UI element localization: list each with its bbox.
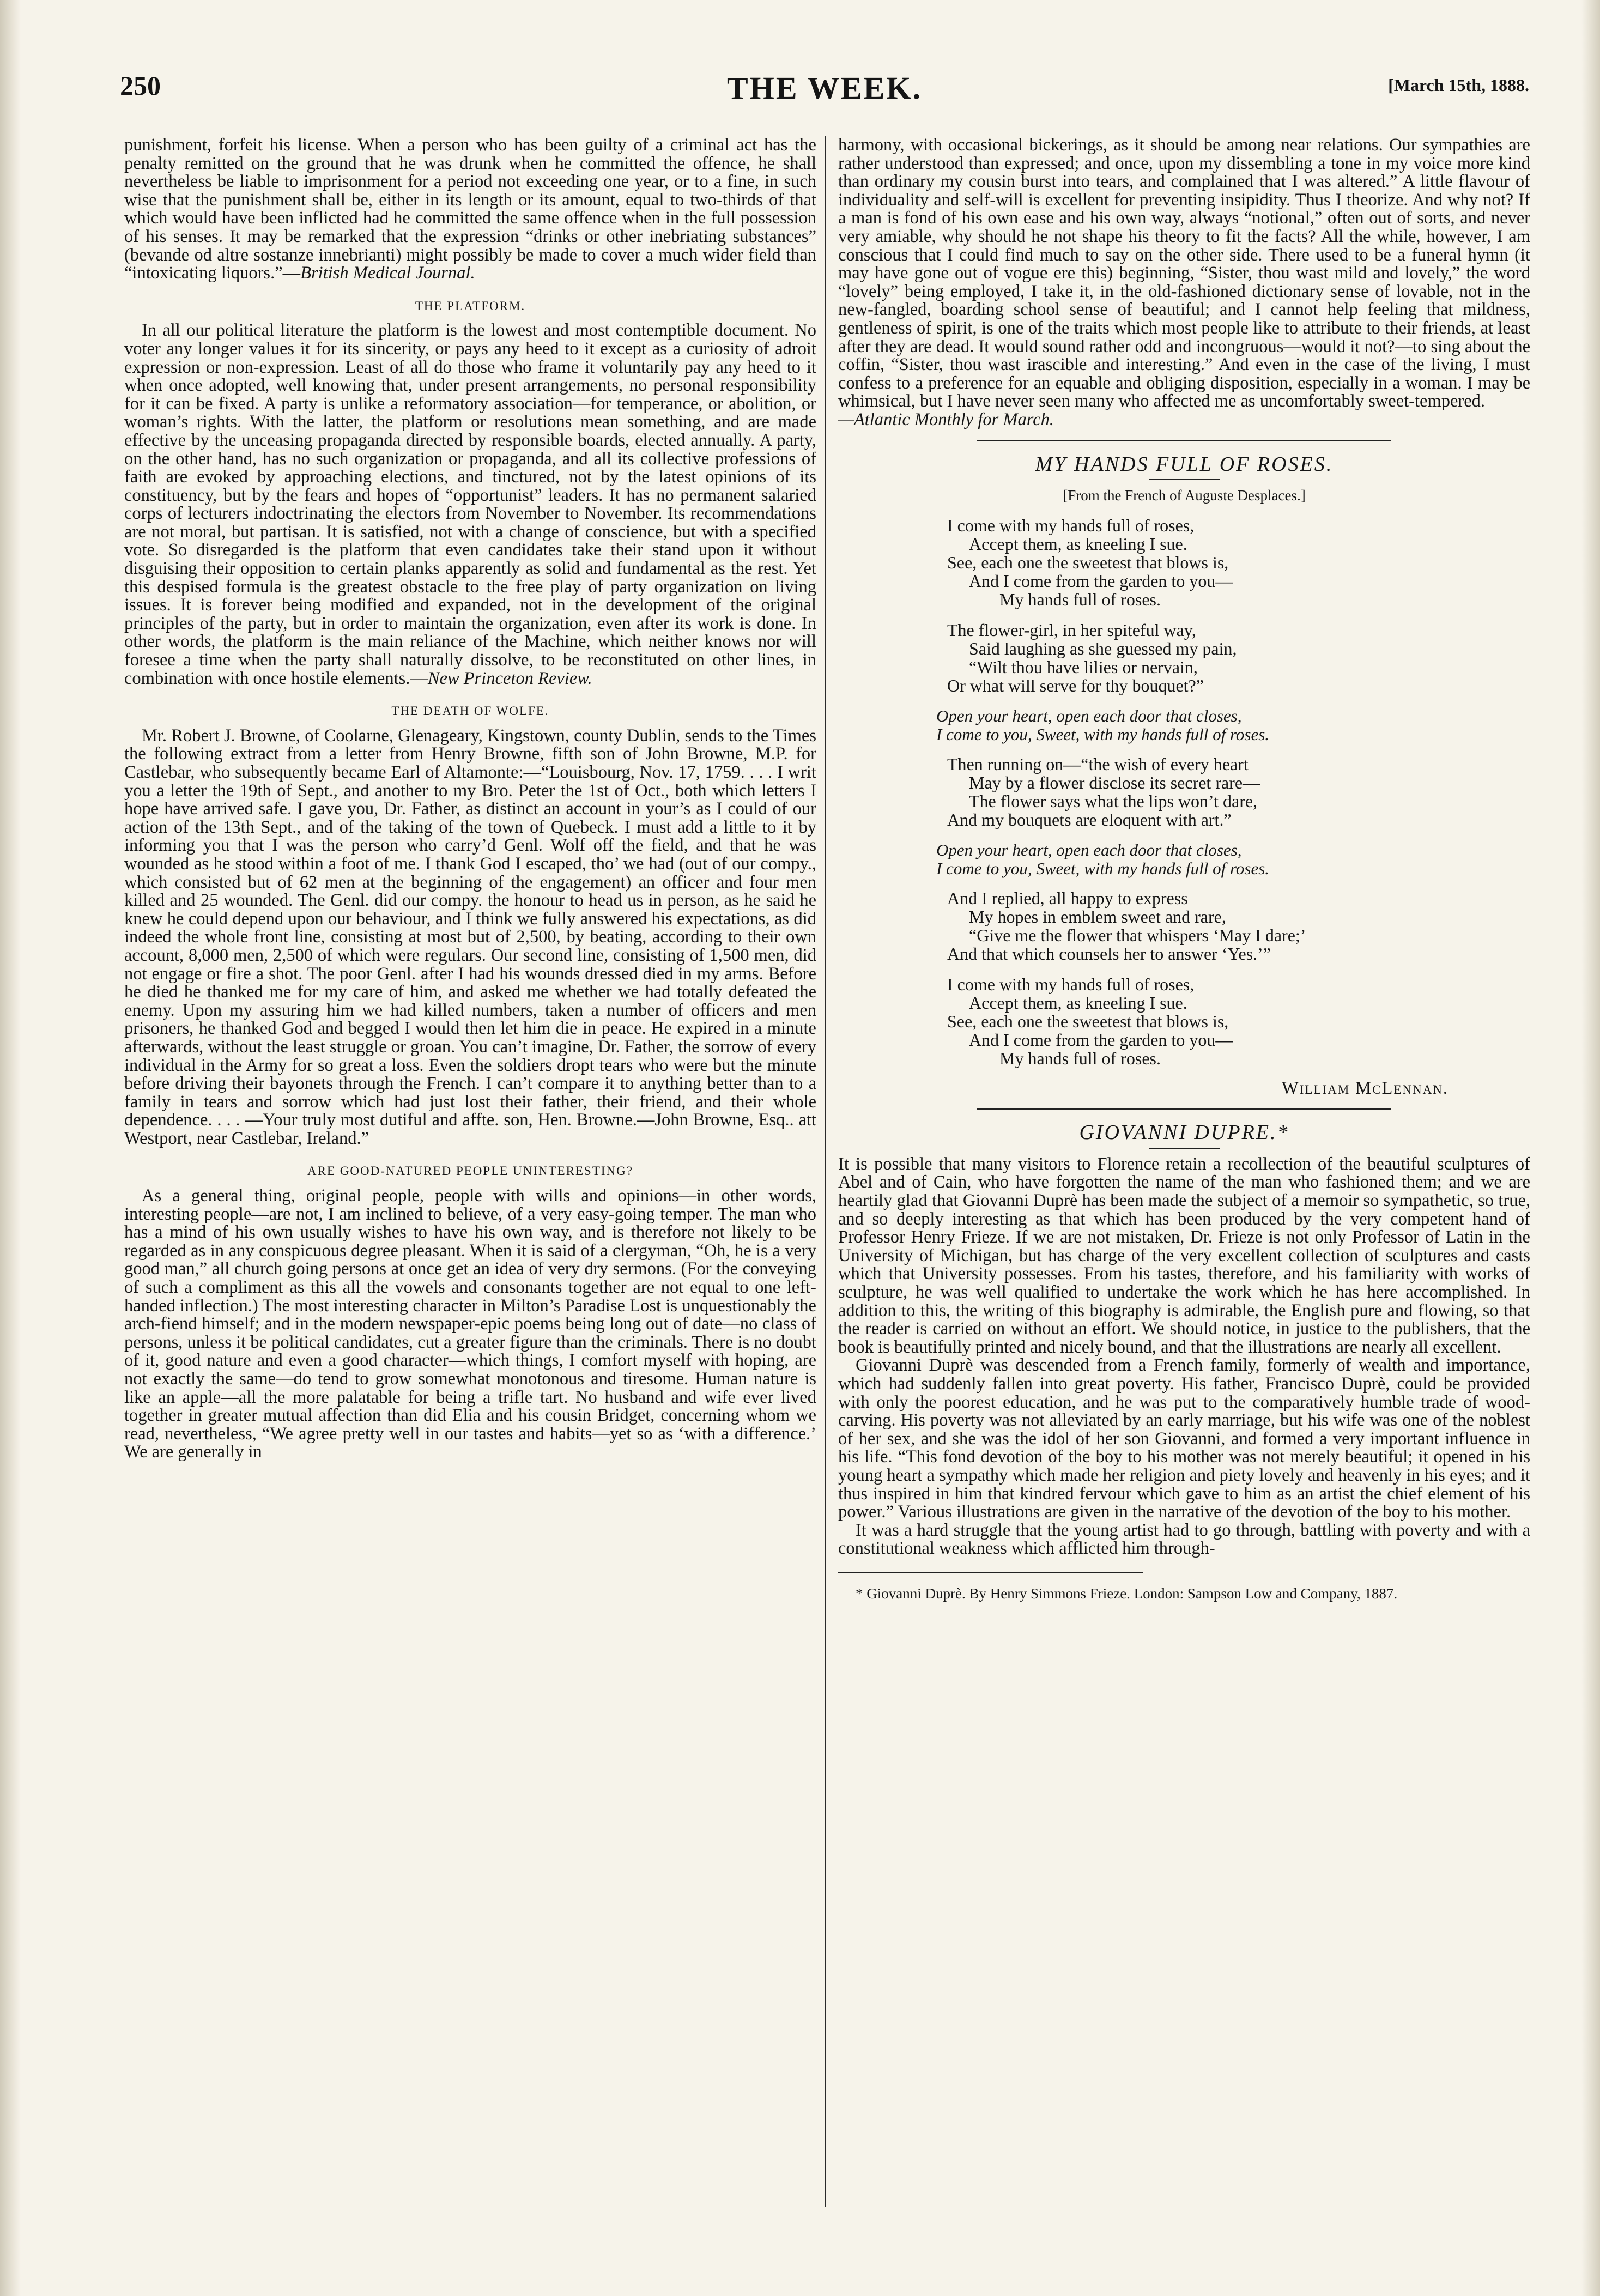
poem-body [947,889,1530,1068]
left-column [124,136,816,1462]
running-title: THE WEEK. [727,70,922,106]
poem-line: My hands full of roses. [999,1048,1161,1068]
poem-stanza [947,755,1530,829]
article-source: British Medical Journal. [300,263,475,283]
dupre-paragraph: It was a hard struggle that the young artist had to go through, battling with poverty and with a constitutional weakness which afflicted him through- [838,1520,1530,1559]
poem-line: “Wilt thou have lilies or nervain, [969,657,1198,677]
issue-date: [March 15th, 1888. [1388,75,1529,95]
poem-title: MY HANDS FULL OF ROSES. [1035,452,1334,476]
poem-subtitle: [From the French of Auguste Desplaces.] [1063,487,1306,504]
footnote: * Giovanni Duprè. By Henry Simmons Frieze. London: Sampson Low and Company, 1887. [856,1585,1398,1602]
page-edge-right [1581,0,1600,2296]
poem-refrain [936,841,1530,878]
poem-line: And I replied, all happy to express [947,888,1188,908]
poem-line: Or what will serve for thy bouquet?” [947,675,1204,695]
article-source: —Atlantic Monthly for March. [838,409,1054,429]
article-text: In all our political literature the platform is the lowest and most contemptible document. No voter any longer values it for its sincerity, or pays any heed to it except as a curiosity of adroit expression or non-expression. Least of all do those who frame it voluntarily pay any heed to it when once adopted, well knowing that, under present arrangements, no personal responsibility for it can be fixed. A party is unlike a reformatory association—for temperance, or abolition, or woman’s rights. With the latter, the platform or resolutions mean something, and are made effective by the unceasing propaganda directed by responsible boards, elected annually. A party, on the other hand, has no such organization or propaganda, and all its collective professions of faith are evoked by approaching elections, and tinctured, not by the latest opinions of its constituency, but by the fears and hopes of “opportunist” leaders. It has no permanent salaried corps of lecturers indoctrinating the electors from November to November. Its recommendations are not moral, but partisan. It is satisfied, not with a change of conscience, but with a specified vote. So disregarded is the platform that even candidates take their stand upon it without disguising their opposition to certain planks apparently as solid and fundamental as the rest. Yet this despised formula is the greatest obstacle to the free play of party organization on living issues. It is forever being modified and expanded, not in the development of the original principles of the party, but in order to maintain the organization, even after its work is done. In other words, the platform is the main reliance of the Machine, which neither knows nor will foresee a time when the party shall naturally dissolve, to be reconstituted on other lines, in combination with once hostile elements.— [124,320,816,688]
poem-line: See, each one the sweetest that blows is, [947,1011,1229,1031]
poem-body [947,516,1530,695]
poem-line: Accept them, as kneeling I sue. [969,534,1187,554]
article-death-of-wolfe: Mr. Robert J. Browne, of Coolarne, Glenageary, Kingstown, county Dublin, sends to the Times the following extract from a letter from Henry Browne, fifth son of John Browne, M.P. for Castlebar, who subsequently became Earl of Altamonte:—“Louisbourg, Nov. 17, 1759. . . . I writ you a letter the 19th of Sept., and another to my Bro. Peter the 1st of Oct., both which letters I hope have arrived safe. I gave you, Dr. Father, as distinct an account in your’s as I could of our action of the 13th Sept., and of the taking of the town of Quebeck. I must add a little to it by informing you that I was the person who carry’d Genl. Wolf off the field, and that he was wounded as he stood within a foot of me. I thank God I escaped, tho’ we had (out of our compy., which consisted but of 62 men at the beginning of the engagement) an officer and four men killed and 25 wounded. The Genl. did our compy. the honour to head us in person, as he said he knew he could depend upon our behaviour, and I think we fully answered his expectations, as did indeed the whole front line, consisting at most but of 2,500, by beating, according to their own account, 8,000 men, 2,500 of which were regulars. Our second line, consisting of 1,500 men, did not engage or fire a shot. The poor Genl. after I had his wounds dressed died in my arms. Before he died he thanked me for my care of him, and asked me whether we had totally defeated the enemy. Upon my assuring him we had killed numbers, taken a number of officers and men prisoners, he thanked God and begged I would then let him die in peace. He expired in a minute afterwards, without the least struggle or groan. You can’t imagine, Dr. Father, the sorrow of every individual in the Army for so great a loss. Even the soldiers dropt tears who were but the minute before driving their bayonets through the French. I can’t compare it to anything better than to a family in tears and sorrow which had just lost their father, their friend, and their whole dependence. . . . —Your truly most dutiful and affte. son, Hen. Browne.—John Browne, Esq.. att Westport, near Castlebar, Ireland.” [124,725,816,1148]
refrain-line: I come to you, Sweet, with my hands full of roses. [936,858,1270,878]
refrain-line: I come to you, Sweet, with my hands full of roses. [936,724,1270,744]
dupre-paragraph: Giovanni Duprè was descended from a French family, formerly of wealth and importance, which had suddenly fallen into great poverty. His father, Francisco Duprè, could be provided with only the poorest education, and he was put to the comparatively humble trade of wood-carving. His poverty was not alleviated by an early marriage, but his wife was one of the noblest of her sex, and she was the idol of her son Giovanni, and formed a very important influence in his life. “This fond devotion of the boy to his mother was not merely beautiful; it opened in his young heart a sympathy which made her religion and piety lovely and heavenly in his eyes; and it thus inspired in him that kindred fervour which gave to him as an artist the chief element of his power.” Various illustrations are given in the narrative of the devotion of the boy to his mother. [838,1355,1530,1522]
section-rule [977,440,1391,441]
column-divider [825,136,826,2207]
poem-refrain [936,707,1530,744]
poem-stanza [947,516,1530,609]
article-text: punishment, forfeit his license. When a person who has been guilty of a criminal act has the penalty remitted on the ground that he was drunk when he committed the offence, he shall nevertheless be liable to imprisonment for a period not exceeding one year, or to a fine, in such wise that the punishment shall be, either in its length or its amount, equal to two-thirds of that which would have been inflicted had he committed the same offence when in the full possession of his senses. It may be remarked that the expression “drinks or other inebriating substances” (bevande od altre sostanze innebrianti) might possibly be made to cover a much wider field than “intoxicating liquors.”— [124,135,816,283]
poem-line: “Give me the flower that whispers ‘May I dare;’ [969,925,1306,945]
poem-line: I come with my hands full of roses, [947,515,1195,535]
page-number: 250 [120,70,161,101]
dupre-paragraph: It is possible that many visitors to Florence retain a recollection of the beautiful sculptures of Abel and of Cain, who have forgotten the name of the man who fashioned them; and we are heartily glad that Giovanni Duprè has been made the subject of a memoir so sympathetic, so true, and so deeply interesting as that which has been produced by the very competent hand of Professor Henry Frieze. If we are not mistaken, Dr. Frieze is not only Professor of Latin in the University of Michigan, but has charge of the very excellent collection of sculptures and casts which that University possesses. From his tastes, therefore, and his familiarity with works of sculpture, he was well qualified to undertake the work which he has here accomplished. In addition to this, the writing of this biography is admirable, the English pure and flowing, so that the reader is carried on without an effort. We should notice, in justice to the publishers, that the book is beautifully printed and nicely bound, and that the illustrations are nearly all excellent. [838,1154,1530,1357]
poem-line: And my bouquets are eloquent with art.” [947,809,1232,829]
poem-body [947,755,1530,829]
article-source: New Princeton Review. [427,668,592,688]
poem-line: Said laughing as she guessed my pain, [969,638,1237,658]
refrain-line: Open your heart, open each door that closes, [936,706,1242,725]
poem-line: May by a flower disclose its secret rare— [969,772,1260,792]
article-platform [124,322,816,688]
poem-stanza [947,975,1530,1068]
poem-stanza [947,621,1530,695]
title-rule [1149,1148,1220,1149]
section-heading-wolfe: THE DEATH OF WOLFE. [391,704,549,718]
article-drunkenness-ending [124,136,816,283]
poem-line: My hands full of roses. [999,589,1161,609]
refrain-line: Open your heart, open each door that closes, [936,840,1242,859]
article-good-natured: As a general thing, original people, people with wills and opinions—in other words, interesting people—are not, I am inclined to believe, of a very easy-going temper. The man who has a mind of his own usually wishes to have his own way, and is therefore not likely to be regarded as in any conspicuous degree pleasant. When it is said of a clergyman, “Oh, he is a very good man,” all church going persons at once get an idea of very dry sermons. (For the conveying of such a compliment as this all the vowels and consonants together are not equal to one left-handed inflection.) The most interesting character in Milton’s Paradise Lost is unquestionably the arch-fiend himself; and in the modern newspaper-epic poems being long out of date—no class of persons, unless it be political candidates, cut a greater figure than the criminals. There is no doubt of it, good nature and even a good character—which things, I comfort myself with hoping, are not exactly the same—do tend to grow somewhat monotonous and tiresome. Human nature is like an apple—all the more palatable for being a trifle tart. No husband and wife ever lived together in greater mutual affection than did Elia and his cousin Bridget, concerning whom we read, nevertheless, “We agree pretty well in our tastes and habits—yet so as ‘with a difference.’ We are generally in [124,1186,816,1462]
poem-line: Then running on—“the wish of every heart [947,754,1249,774]
poem-line: And that which counsels her to answer ‘Yes.’” [947,943,1271,964]
article-text: harmony, with occasional bickerings, as it should be among near relations. Our sympathies are rather understood than expressed; and once, upon my dissembling a tone in my voice more kind than ordinary my cousin burst into tears, and complained that I was altered.” A little flavour of individuality and self-will is excellent for preventing insipidity. Thus I theorize. And why not? If a man is fond of his own ease and his own way, always “notional,” often out of sorts, and never very amiable, why should he not shape his theory to fit the facts? All the while, however, I am conscious that I could find much to say on the other side. There used to be a funeral hymn (it may have gone out of vogue ere this) beginning, “Sister, thou wast mild and lovely,” the word “lovely” being employed, I take it, in the old-fashioned dictionary sense of lovable, not in the new-fangled, boarding school sense of beautiful; and I cannot help feeling that mildness, gentleness of spirit, is one of the traits which most people like to attribute to their friends, at least after they are dead. It would sound rather odd and incongruous—would it not?—to sing about the coffin, “Sister, thou wast irascible and interesting.” And even in the case of the living, I must confess to a preference for an equable and obliging disposition, especially in a woman. I may be whimsical, but I have never seen many who affected me as uncomfortably sweet-tempered. [838,135,1530,411]
poem-stanza [947,889,1530,963]
poem-line: The flower-girl, in her spiteful way, [947,620,1196,640]
poem-line: I come with my hands full of roses, [947,974,1195,994]
poem-line: The flower says what the lips won’t dare, [969,791,1258,811]
poem-line: See, each one the sweetest that blows is, [947,552,1229,572]
section-heading-platform: THE PLATFORM. [415,299,526,313]
article-title-dupre: GIOVANNI DUPRE.* [1079,1121,1289,1144]
poem-author: William McLennan. [1282,1078,1449,1098]
poem-line: Accept them, as kneeling I sue. [969,992,1187,1013]
title-rule [1149,479,1220,480]
poem-line: My hopes in emblem sweet and rare, [969,906,1226,926]
poem-line: And I come from the garden to you— [969,571,1233,591]
footnote-rule [838,1572,1143,1573]
right-column [838,136,1530,1602]
article-good-natured-continued [838,136,1530,429]
page-edge-left [0,0,21,2296]
page-header [120,70,1529,113]
section-heading-good-natured: ARE GOOD-NATURED PEOPLE UNINTERESTING? [307,1164,633,1178]
section-rule [977,1108,1391,1110]
poem-line: And I come from the garden to you— [969,1029,1233,1050]
